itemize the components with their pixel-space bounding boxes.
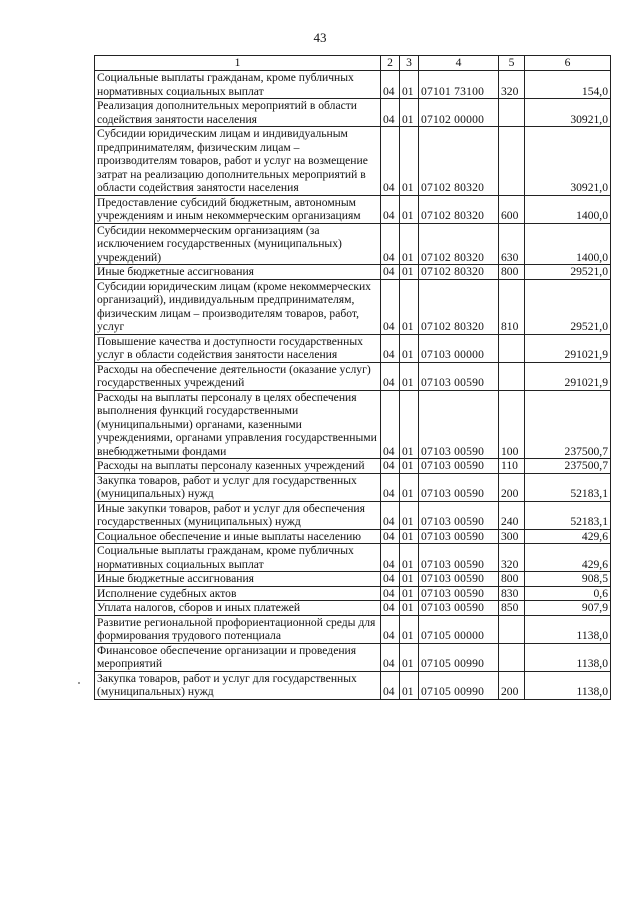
row-amount: 237500,7 bbox=[525, 459, 611, 474]
row-section: 04 bbox=[381, 615, 400, 643]
table-row bbox=[95, 71, 611, 99]
row-subsection: 01 bbox=[400, 127, 419, 196]
row-name: Закупка товаров, работ и услуг для государственных (муниципальных) нужд bbox=[95, 473, 381, 501]
table-row bbox=[95, 195, 611, 223]
row-expense-type: 300 bbox=[499, 529, 525, 544]
row-amount: 291021,9 bbox=[525, 334, 611, 362]
row-section: 04 bbox=[381, 99, 400, 127]
row-program: 07103 00590 bbox=[419, 529, 499, 544]
row-expense-type bbox=[499, 615, 525, 643]
row-expense-type: 800 bbox=[499, 265, 525, 280]
row-section: 04 bbox=[381, 195, 400, 223]
table-row bbox=[95, 671, 611, 699]
row-name: Финансовое обеспечение организации и проведения мероприятий bbox=[95, 643, 381, 671]
row-name: Уплата налогов, сборов и иных платежей bbox=[95, 601, 381, 616]
row-program: 07103 00590 bbox=[419, 501, 499, 529]
header-col-3: 3 bbox=[400, 56, 419, 71]
row-amount: 1138,0 bbox=[525, 671, 611, 699]
row-subsection: 01 bbox=[400, 195, 419, 223]
table-row bbox=[95, 615, 611, 643]
row-expense-type: 240 bbox=[499, 501, 525, 529]
table-row bbox=[95, 643, 611, 671]
row-amount: 1138,0 bbox=[525, 643, 611, 671]
row-expense-type: 320 bbox=[499, 71, 525, 99]
row-program: 07103 00590 bbox=[419, 586, 499, 601]
row-section: 04 bbox=[381, 362, 400, 390]
row-subsection: 01 bbox=[400, 643, 419, 671]
row-name: Развитие региональной профориентационной среды для формирования трудового потенциала bbox=[95, 615, 381, 643]
table-row bbox=[95, 223, 611, 265]
row-amount: 1400,0 bbox=[525, 223, 611, 265]
row-expense-type: 110 bbox=[499, 459, 525, 474]
row-program: 07102 00000 bbox=[419, 99, 499, 127]
row-program: 07102 80320 bbox=[419, 223, 499, 265]
row-section: 04 bbox=[381, 501, 400, 529]
row-program: 07102 80320 bbox=[419, 195, 499, 223]
row-expense-type bbox=[499, 127, 525, 196]
row-program: 07103 00590 bbox=[419, 544, 499, 572]
row-name: Исполнение судебных актов bbox=[95, 586, 381, 601]
row-name: Социальные выплаты гражданам, кроме публичных нормативных социальных выплат bbox=[95, 544, 381, 572]
row-subsection: 01 bbox=[400, 334, 419, 362]
row-amount: 237500,7 bbox=[525, 390, 611, 459]
row-section: 04 bbox=[381, 529, 400, 544]
row-program: 07102 80320 bbox=[419, 279, 499, 334]
row-expense-type: 600 bbox=[499, 195, 525, 223]
row-expense-type: 630 bbox=[499, 223, 525, 265]
row-expense-type: 830 bbox=[499, 586, 525, 601]
row-program: 07103 00590 bbox=[419, 390, 499, 459]
row-name: Расходы на обеспечение деятельности (оказание услуг) государственных учреждений bbox=[95, 362, 381, 390]
table-row bbox=[95, 529, 611, 544]
table-row bbox=[95, 279, 611, 334]
row-section: 04 bbox=[381, 671, 400, 699]
row-program: 07103 00000 bbox=[419, 334, 499, 362]
table-row bbox=[95, 501, 611, 529]
table-row bbox=[95, 362, 611, 390]
row-section: 04 bbox=[381, 390, 400, 459]
row-section: 04 bbox=[381, 572, 400, 587]
row-amount: 29521,0 bbox=[525, 265, 611, 280]
row-section: 04 bbox=[381, 223, 400, 265]
row-section: 04 bbox=[381, 279, 400, 334]
table-row bbox=[95, 265, 611, 280]
row-expense-type: 200 bbox=[499, 473, 525, 501]
row-program: 07103 00590 bbox=[419, 459, 499, 474]
table-row bbox=[95, 473, 611, 501]
row-subsection: 01 bbox=[400, 501, 419, 529]
row-subsection: 01 bbox=[400, 544, 419, 572]
row-subsection: 01 bbox=[400, 601, 419, 616]
row-name: Расходы на выплаты персоналу казенных учреждений bbox=[95, 459, 381, 474]
row-program: 07105 00000 bbox=[419, 615, 499, 643]
page-number: 43 bbox=[313, 30, 327, 45]
row-subsection: 01 bbox=[400, 615, 419, 643]
row-name: Субсидии некоммерческим организациям (за исключением государственных (муниципальных) учреждений) bbox=[95, 223, 381, 265]
row-amount: 429,6 bbox=[525, 529, 611, 544]
row-name: Социальные выплаты гражданам, кроме публичных нормативных социальных выплат bbox=[95, 71, 381, 99]
row-program: 07101 73100 bbox=[419, 71, 499, 99]
row-subsection: 01 bbox=[400, 473, 419, 501]
row-expense-type: 800 bbox=[499, 572, 525, 587]
table-row bbox=[95, 127, 611, 196]
row-name: Иные закупки товаров, работ и услуг для обеспечения государственных (муниципальных) нужд bbox=[95, 501, 381, 529]
row-section: 04 bbox=[381, 544, 400, 572]
table-row bbox=[95, 334, 611, 362]
row-expense-type bbox=[499, 334, 525, 362]
header-col-5: 5 bbox=[499, 56, 525, 71]
row-section: 04 bbox=[381, 601, 400, 616]
row-expense-type bbox=[499, 99, 525, 127]
row-subsection: 01 bbox=[400, 390, 419, 459]
table-row bbox=[95, 572, 611, 587]
row-subsection: 01 bbox=[400, 586, 419, 601]
row-expense-type: 100 bbox=[499, 390, 525, 459]
row-name: Закупка товаров, работ и услуг для государственных (муниципальных) нужд bbox=[95, 671, 381, 699]
row-expense-type bbox=[499, 643, 525, 671]
table-row bbox=[95, 459, 611, 474]
table-row bbox=[95, 544, 611, 572]
row-section: 04 bbox=[381, 473, 400, 501]
header-col-4: 4 bbox=[419, 56, 499, 71]
row-amount: 908,5 bbox=[525, 572, 611, 587]
table-row bbox=[95, 390, 611, 459]
row-program: 07102 80320 bbox=[419, 127, 499, 196]
row-name: Субсидии юридическим лицам (кроме некоммерческих организаций), индивидуальным предпринимателям, физическим лицам – производителям товаров, работ, услуг bbox=[95, 279, 381, 334]
scan-speck bbox=[78, 682, 80, 684]
row-name: Иные бюджетные ассигнования bbox=[95, 265, 381, 280]
row-expense-type: 850 bbox=[499, 601, 525, 616]
row-subsection: 01 bbox=[400, 572, 419, 587]
row-amount: 0,6 bbox=[525, 586, 611, 601]
row-amount: 154,0 bbox=[525, 71, 611, 99]
row-subsection: 01 bbox=[400, 223, 419, 265]
row-name: Расходы на выплаты персоналу в целях обеспечения выполнения функций государственными (муниципальными) органами, казенными учреждениями, органами управления государственными внебюджетными фондами bbox=[95, 390, 381, 459]
row-amount: 52183,1 bbox=[525, 473, 611, 501]
row-subsection: 01 bbox=[400, 279, 419, 334]
row-program: 07102 80320 bbox=[419, 265, 499, 280]
header-col-2: 2 bbox=[381, 56, 400, 71]
row-subsection: 01 bbox=[400, 362, 419, 390]
row-name: Повышение качества и доступности государственных услуг в области содействия занятости населения bbox=[95, 334, 381, 362]
row-program: 07103 00590 bbox=[419, 473, 499, 501]
row-expense-type: 320 bbox=[499, 544, 525, 572]
row-section: 04 bbox=[381, 586, 400, 601]
header-row bbox=[95, 56, 611, 71]
row-subsection: 01 bbox=[400, 99, 419, 127]
table-row bbox=[95, 99, 611, 127]
row-subsection: 01 bbox=[400, 459, 419, 474]
row-amount: 1400,0 bbox=[525, 195, 611, 223]
row-name: Субсидии юридическим лицам и индивидуальным предпринимателям, физическим лицам – производителям товаров, работ и услуг на возмещение затрат на реализацию дополнительных мероприятий в области содействия занятости населения bbox=[95, 127, 381, 196]
row-expense-type: 810 bbox=[499, 279, 525, 334]
row-amount: 429,6 bbox=[525, 544, 611, 572]
row-subsection: 01 bbox=[400, 529, 419, 544]
row-program: 07103 00590 bbox=[419, 601, 499, 616]
table-row bbox=[95, 601, 611, 616]
row-amount: 52183,1 bbox=[525, 501, 611, 529]
row-program: 07105 00990 bbox=[419, 643, 499, 671]
row-name: Предоставление субсидий бюджетным, автономным учреждениям и иным некоммерческим организациям bbox=[95, 195, 381, 223]
row-amount: 291021,9 bbox=[525, 362, 611, 390]
row-section: 04 bbox=[381, 334, 400, 362]
row-amount: 1138,0 bbox=[525, 615, 611, 643]
row-name: Реализация дополнительных мероприятий в области содействия занятости населения bbox=[95, 99, 381, 127]
row-program: 07105 00990 bbox=[419, 671, 499, 699]
row-expense-type bbox=[499, 362, 525, 390]
row-subsection: 01 bbox=[400, 671, 419, 699]
row-amount: 29521,0 bbox=[525, 279, 611, 334]
row-name: Иные бюджетные ассигнования bbox=[95, 572, 381, 587]
row-section: 04 bbox=[381, 643, 400, 671]
row-expense-type: 200 bbox=[499, 671, 525, 699]
row-subsection: 01 bbox=[400, 265, 419, 280]
header-col-1: 1 bbox=[95, 56, 381, 71]
row-section: 04 bbox=[381, 71, 400, 99]
row-section: 04 bbox=[381, 265, 400, 280]
budget-table bbox=[94, 55, 611, 700]
row-amount: 907,9 bbox=[525, 601, 611, 616]
row-name: Социальное обеспечение и иные выплаты населению bbox=[95, 529, 381, 544]
row-program: 07103 00590 bbox=[419, 572, 499, 587]
header-col-6: 6 bbox=[525, 56, 611, 71]
row-section: 04 bbox=[381, 127, 400, 196]
row-section: 04 bbox=[381, 459, 400, 474]
table-row bbox=[95, 586, 611, 601]
row-subsection: 01 bbox=[400, 71, 419, 99]
row-amount: 30921,0 bbox=[525, 127, 611, 196]
row-amount: 30921,0 bbox=[525, 99, 611, 127]
row-program: 07103 00590 bbox=[419, 362, 499, 390]
